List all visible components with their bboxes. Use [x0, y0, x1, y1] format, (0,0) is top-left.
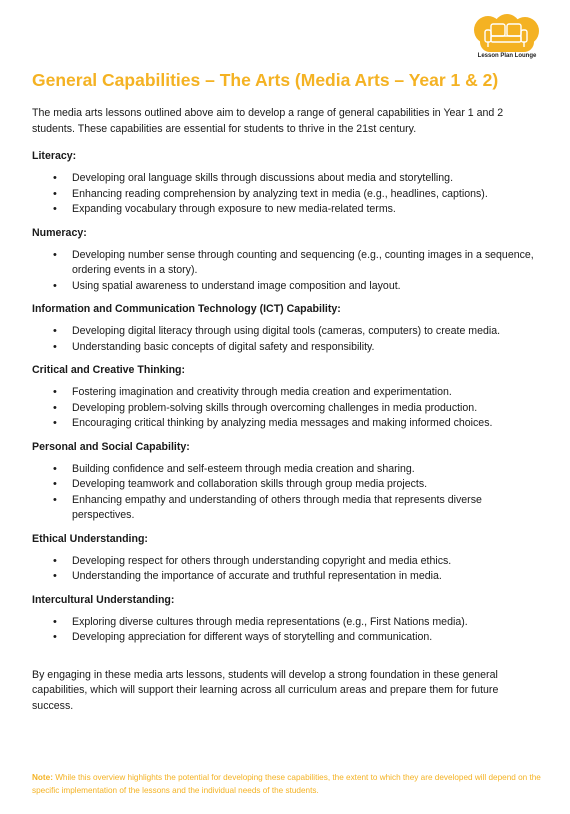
note-paragraph [32, 772, 542, 797]
list-item: • Developing oral language skills through discussions about media and storytelling. [72, 171, 542, 187]
section-heading: Critical and Creative Thinking: [32, 364, 186, 376]
list-item: • Fostering imagination and creativity through media creation and experimentation. [72, 385, 542, 401]
section-intercultural [32, 593, 542, 646]
section-heading: Personal and Social Capability: [32, 440, 190, 453]
document-body [32, 68, 542, 714]
list-item: • Using spatial awareness to understand image composition and layout. [72, 279, 542, 295]
list-item: • Understanding the importance of accurate and truthful representation in media. [72, 569, 542, 585]
intro-paragraph: The media arts lessons outlined above aim to develop a range of general capabilities in Year 1 and 2 students. These capabilities are essential for students to thrive in the 21st century. [32, 107, 504, 135]
list-item: • Developing teamwork and collaboration skills through group media projects. [72, 477, 542, 493]
list-item: • Encouraging critical thinking by analyzing media messages and making informed choices. [72, 416, 542, 432]
section-critical-creative [32, 363, 542, 432]
section-ethical [32, 532, 542, 585]
section-heading: Information and Communication Technology (ICT) Capability: [32, 303, 341, 315]
list-item: • Building confidence and self-esteem through media creation and sharing. [72, 462, 542, 478]
bullet-list [32, 462, 542, 524]
list-item: • Expanding vocabulary through exposure to new media-related terms. [72, 202, 542, 218]
bullet-list [32, 248, 542, 295]
sofa-icon [474, 14, 540, 54]
logo-text: Lesson Plan Lounge [477, 53, 537, 59]
section-literacy [32, 149, 542, 218]
page-title: General Capabilities – The Arts (Media Arts – Year 1 & 2) [32, 70, 499, 90]
bullet-list [32, 171, 542, 218]
list-item: • Developing digital literacy through using digital tools (cameras, computers) to create media. [72, 324, 542, 340]
bullet-list [32, 324, 542, 355]
bullet-list [32, 554, 542, 585]
list-item: • Developing respect for others through understanding copyright and media ethics. [72, 554, 542, 570]
list-item: • Enhancing reading comprehension by analyzing text in media (e.g., headlines, captions). [72, 187, 542, 203]
list-item: • Developing problem-solving skills through overcoming challenges in media production. [72, 401, 542, 417]
section-numeracy [32, 226, 542, 295]
list-item: • Exploring diverse cultures through media representations (e.g., First Nations media). [72, 615, 542, 631]
bullet-list [32, 385, 542, 432]
list-item: • Developing number sense through counting and sequencing (e.g., counting images in a sequence, ordering events in a story). [72, 248, 542, 279]
lesson-plan-lounge-logo [474, 14, 540, 62]
closing-paragraph: By engaging in these media arts lessons, students will develop a strong foundation in these general capabilities, which will support their learning across all curriculum areas and prepare them for future success. [32, 668, 499, 712]
section-heading: Ethical Understanding: [32, 532, 148, 545]
note-label: Note: [32, 773, 53, 782]
section-heading: Numeracy: [32, 226, 87, 239]
section-heading: Literacy: [32, 150, 77, 162]
section-heading: Intercultural Understanding: [32, 593, 175, 606]
bullet-list [32, 615, 542, 646]
section-personal-social [32, 440, 542, 524]
note-text: While this overview highlights the potential for developing these capabilities, the extent to which they are developed will depend on the specific implementation of the lessons and the individual needs of the students. [32, 773, 541, 795]
list-item: • Understanding basic concepts of digital safety and responsibility. [72, 340, 542, 356]
list-item: • Developing appreciation for different ways of storytelling and communication. [72, 630, 542, 646]
section-ict [32, 302, 542, 355]
list-item: • Enhancing empathy and understanding of others through media that represents diverse perspectives. [72, 493, 542, 524]
